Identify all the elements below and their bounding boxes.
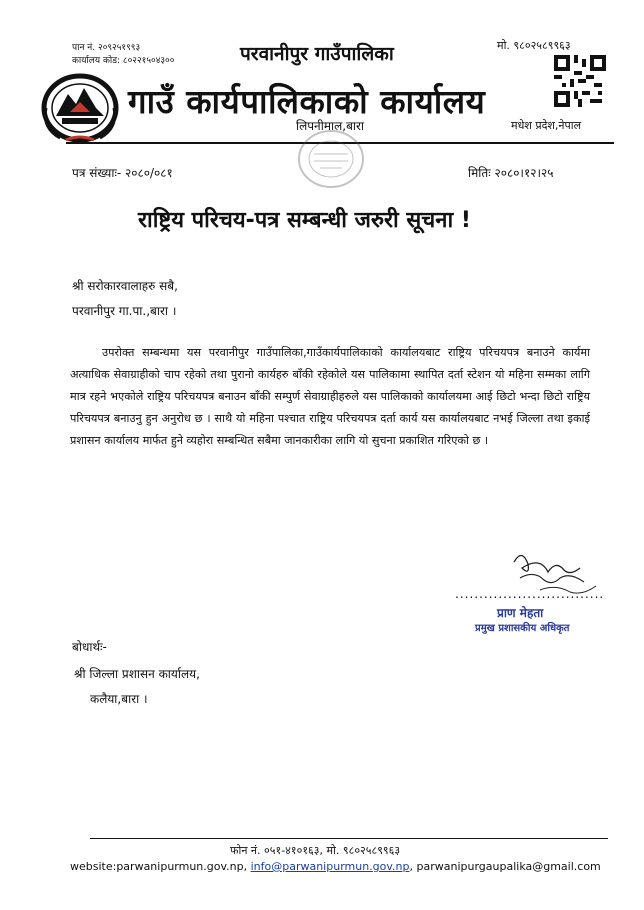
municipality-name: परवानीपुर गाउँपालिका — [240, 43, 394, 65]
footer-divider — [90, 838, 608, 839]
notice-body: उपरोक्त सम्बन्धमा यस परवानीपुर गाउँपालिका,गाउँकार्यपालिकाको कार्यालयबाट राष्ट्रिय परिचयपत्र बनाउने कार्यमा अत्याधिक सेवाग्राहीको चाप रहेको तथा पुरानो कार्यहरु बाँकी रहेकोले यस पालिकामा स्थापित दर्ता स्टेशन यो महिना सम्मका लागि मात्र रहने भएकोले राष्ट्रिय परिचयपत्र बनाउन बाँकी सम्पुर्ण सेवाग्राहीहरुले यस पालिकाको कार्यालयमा आई छिटो भन्दा छिटो राष्ट्रिय परिचयपत्र बनाउनु हुन अनुरोध छ । साथै यो महिना पश्चात राष्ट्रिय परिचयपत्र दर्ता कार्य यस कार्यालयबाट नभई जिल्ला तथा इकाई प्रशासन कार्यालय मार्फत हुने व्यहोरा सम्बन्धित सबैमा जानकारीका लागि यो सुचना प्रकाशित गरिएको छ । — [70, 346, 590, 447]
province-name: मधेश प्रदेश,नेपाल — [511, 119, 582, 132]
footer-email-2: , parwanipurgaupalika@gmail.com — [409, 860, 601, 873]
signature-line: ............................... — [455, 587, 605, 601]
addressee-line-2: परवानीपुर गा.पा.,बारा । — [72, 304, 177, 318]
cc-label: बोधार्थः- — [72, 640, 107, 654]
notice-title: राष्ट्रिय परिचय-पत्र सम्बन्धी जरुरी सूचना ! — [138, 208, 471, 233]
cc-line-1: श्री जिल्ला प्रशासन कार्यालय, — [74, 667, 200, 681]
office-code: कार्यालय कोड: ८०२२१५०४३०० — [72, 56, 175, 66]
footer-email-link[interactable]: info@parwanipurmun.gov.np — [250, 860, 410, 873]
qr-code-icon — [554, 55, 606, 107]
footer-phone: फोन नं. ०५१-४१०१६३, मो. ९८०२५८९९६३ — [230, 844, 401, 857]
footer-website: website:parwanipurmun.gov.np, — [70, 860, 251, 873]
addressee-line-1: श्री सरोकारवालाहरु सबै, — [72, 279, 178, 293]
footer-contacts — [70, 860, 601, 873]
signatory-name: प्राण मेहता — [497, 606, 544, 620]
signatory-title: प्रमुख प्रशासकीय अधिकृत — [475, 623, 570, 634]
office-stamp-icon — [296, 128, 366, 190]
pan-number: पान नं. २०९२५१९९३ — [72, 43, 141, 53]
nepal-emblem-icon — [40, 68, 120, 144]
office-address: लिपनीमाल,बारा — [296, 119, 365, 133]
office-title: गाउँ कार्यपालिकाको कार्यालय — [128, 82, 486, 121]
mobile-number: मो. ९८०२५८९९६३ — [497, 39, 571, 52]
letter-number: पत्र संख्याः- २०८०/०८१ — [72, 166, 173, 180]
letter-date: मितिः २०८०।१२।२५ — [468, 166, 554, 180]
cc-line-2: कलैया,बारा । — [90, 692, 148, 706]
